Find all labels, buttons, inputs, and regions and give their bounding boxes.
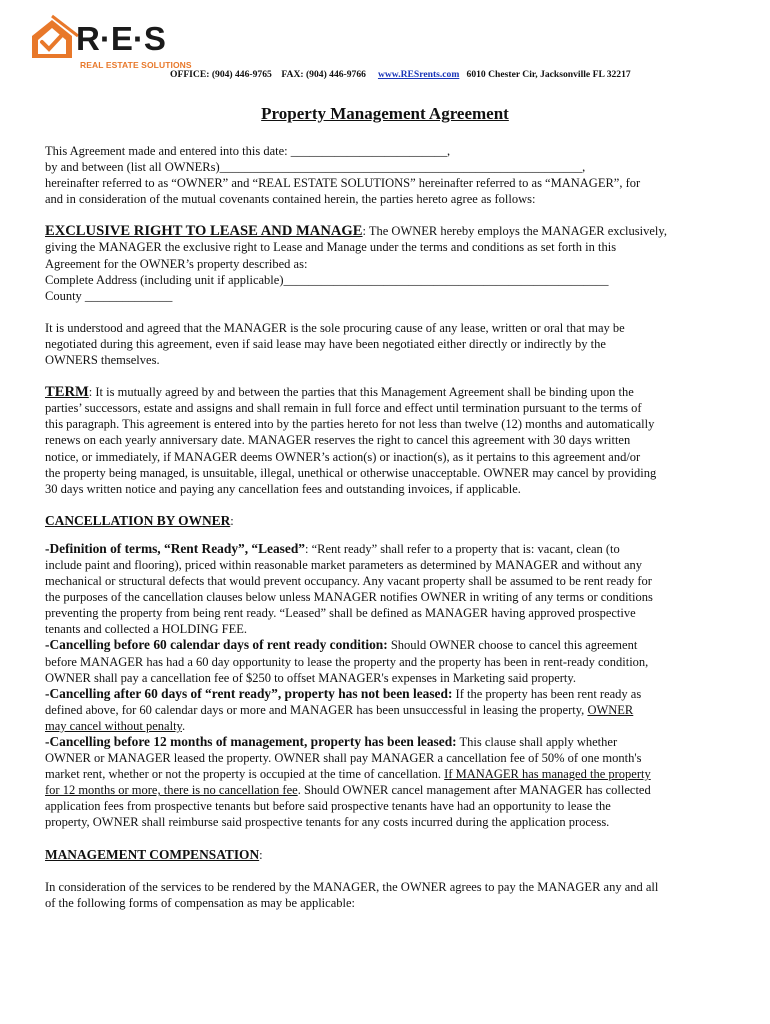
text-line: hereinafter referred to as “OWNER” and “REAL ESTATE SOLUTIONS” hereinafter referred to as “MANAGER”, for — [45, 176, 641, 191]
text-line: and in consideration of the mutual covenants contained herein, the parties hereto agree as follows: — [45, 192, 536, 207]
company-logo — [28, 14, 192, 72]
office-phone: OFFICE: (904) 446-9765 — [170, 69, 272, 80]
text-line: of the following forms of compensation as may be applicable: — [45, 895, 355, 910]
text-line: notice, or immediately, if MANAGER deems OWNER’s action(s) or inaction(s), as it pertains to this agreement and/or — [45, 449, 641, 464]
text-line: In consideration of the services to be rendered by the MANAGER, the OWNER agrees to pay the MANAGER any and all — [45, 879, 659, 894]
intro-paragraph — [45, 143, 735, 207]
address-field[interactable]: Complete Address (including unit if applicable)____________________________________________________ — [45, 272, 609, 287]
compensation-heading-line: MANAGEMENT COMPENSATION: — [45, 846, 263, 862]
section-heading-term: TERM — [45, 384, 89, 401]
compensation-paragraph — [45, 879, 735, 911]
text-line: the property being managed, is unsuitable, illegal, unethical or otherwise unacceptable. OWNER may cancel by providing — [45, 465, 657, 480]
text-line: preventing the property from being rent ready. “Leased” shall be defined as MANAGER having approved prospective — [45, 606, 636, 621]
county-field[interactable]: County ______________ — [45, 288, 173, 303]
text-line: renews on each yearly anniversary date. MANAGER reserves the right to cancel this agreement with 30 days written — [45, 433, 631, 448]
definition-heading: -Definition of terms, “Rent Ready”, “Leased” — [45, 540, 305, 556]
text-line: OWNER shall pay a cancellation fee of $250 to offset MANAGER's expenses in Marketing said property. — [45, 670, 576, 685]
term-section: TERM: It is mutually agreed by and between the parties that this Management Agreement shall be binding upon the parties’ successors, estate and assigns and shall remain in full force and effect until termination pursuant to the terms of this paragraph. This agreement is entered into by the parties hereto for not less than twelve (12) months and automatically renews on each yearly anniversary date. MANAGER reserves the right to cancel this agreement with 30 days written notice, or immediately, if MANAGER deems OWNER’s action(s) or inaction(s), as it pertains to this agreement and/or the property being managed, is unsuitable, illegal, unethical or otherwise unacceptable. OWNER may cancel by providing 30 days written notice and paying any cancellation fees and outstanding invoices, if applicable. — [45, 384, 735, 497]
text-line: This Agreement made and entered into this date: _________________________, — [45, 144, 451, 158]
text-line: mechanical or structural defects that would prevent occupancy. Any vacant property shall be assumed to be rent ready for — [45, 574, 652, 589]
section-heading-compensation: MANAGEMENT COMPENSATION — [45, 846, 260, 862]
house-checkmark-icon — [28, 14, 80, 64]
text-line: by and between (list all OWNERs)__________________________________________________________, — [45, 160, 586, 175]
cancellation-heading-line: CANCELLATION BY OWNER: — [45, 512, 234, 528]
page-title: Property Management Agreement — [261, 104, 509, 123]
exclusive-section: EXCLUSIVE RIGHT TO LEASE AND MANAGE: The OWNER hereby employs the MANAGER exclusively, giving the MANAGER the exclusive right to Lease and Manage under the terms and conditions as set forth in this Agreement for the OWNER’s property described as: Complete Address (including unit if applicable)____________________________________________________ County ______________ — [45, 223, 735, 303]
clause-heading-before-12-months: -Cancelling before 12 months of management, property has been leased: — [45, 734, 457, 749]
agreement-body — [45, 143, 735, 911]
logo-tagline: REAL ESTATE SOLUTIONS — [80, 60, 192, 70]
procuring-paragraph — [45, 320, 735, 368]
text-line: negotiated during this agreement, even if said lease may have been negotiated either directly or indirectly by the — [45, 336, 606, 351]
clause-heading-before-60: -Cancelling before 60 calendar days of rent ready condition: — [45, 637, 388, 653]
text-line: OWNERS themselves. — [45, 353, 160, 368]
text-line: parties’ successors, estate and assigns and shall remain in full force and effect until termination pursuant to the terms of — [45, 401, 642, 416]
text-line: before MANAGER has had a 60 day opportunity to lease the property and the property has been in rent-ready condition, — [45, 654, 649, 669]
website-link[interactable]: www.RESrents.com — [377, 69, 460, 80]
text-line: giving the MANAGER the exclusive right to Lease and Manage under the terms and conditions as set forth in this — [45, 240, 617, 255]
text-line: Agreement for the OWNER’s property described as: — [45, 256, 308, 271]
logo-wordmark: R·E·S — [76, 20, 166, 57]
text-line: tenants and collected a HOLDING FEE. — [45, 622, 248, 637]
office-address: 6010 Chester Cir, Jacksonville FL 32217 — [466, 69, 631, 80]
text-line: OWNER or MANAGER leased the property. OWNER shall pay MANAGER a cancellation fee of 50% of one month's — [45, 751, 642, 766]
text-line: this paragraph. This agreement is entered into by the parties hereto for not less than twelve (12) months and automatically — [45, 417, 655, 432]
text-line: 30 days written notice and paying any cancellation fees and outstanding invoices, if applicable. — [45, 481, 521, 496]
text-line: application fees from prospective tenants but before said prospective tenants have had an opportunity to lease the — [45, 799, 611, 814]
fax-number: FAX: (904) 446-9766 — [281, 69, 366, 80]
contact-line — [170, 69, 631, 80]
text-line: include paint and flooring), priced within reasonable market parameters as determined by MANAGER and without any — [45, 557, 643, 572]
section-heading-exclusive: EXCLUSIVE RIGHT TO LEASE AND MANAGE — [45, 223, 363, 240]
cancellation-section: -Definition of terms, “Rent Ready”, “Leased”: “Rent ready” shall refer to a property that is: vacant, clean (to include paint and flooring), priced within reasonable market parameters as determined by MANAGER and without any mechanical or structural defects that would prevent occupancy. Any vacant property shall be assumed to be rent ready for the purposes of the cancellation clauses below unless MANAGER notifies OWNER in writing of any terms or conditions preventing the property from being rent ready. “Leased” shall be defined as MANAGER having approved prospective tenants and collected a HOLDING FEE. -Cancelling before 60 calendar days of rent ready condition: Should OWNER choose to cancel this agreement before MANAGER has had a 60 day opportunity to lease the property and the property has been in rent-ready condition, OWNER shall pay a cancellation fee of $250 to offset MANAGER's expenses in Marketing said property. -Cancelling after 60 days of “rent ready”, property has not been leased: If the property has been rent ready as defined above, for 60 calendar days or more and MANAGER has been unsuccessful in leasing the property, OWNER may cancel without penalty. -Cancelling before 12 months of management, property has been leased: This clause shall apply whether OWNER or MANAGER leased the property. OWNER shall pay MANAGER a cancellation fee of 50% of one month's market rent, whether or not the property is occupied at the time of cancellation. If MANAGER has managed the property for 12 months or more, there is no cancellation fee. Should OWNER cancel management after MANAGER has collected application fees from prospective tenants but before said prospective tenants have had an opportunity to lease the property, OWNER shall reimburse said prospective tenants for any costs incurred during the application process. — [45, 541, 735, 831]
text-line: the purposes of the cancellation clauses below unless MANAGER notifies OWNER in writing of any terms or conditions — [45, 590, 653, 605]
text-line: It is understood and agreed that the MANAGER is the sole procuring cause of any lease, written or oral that may be — [45, 320, 625, 335]
clause-heading-after-60: -Cancelling after 60 days of “rent ready”, property has not been leased: — [45, 685, 453, 701]
text-line: property, OWNER shall reimburse said prospective tenants for any costs incurred during the application process. — [45, 815, 610, 830]
section-heading-cancellation: CANCELLATION BY OWNER — [45, 512, 231, 528]
